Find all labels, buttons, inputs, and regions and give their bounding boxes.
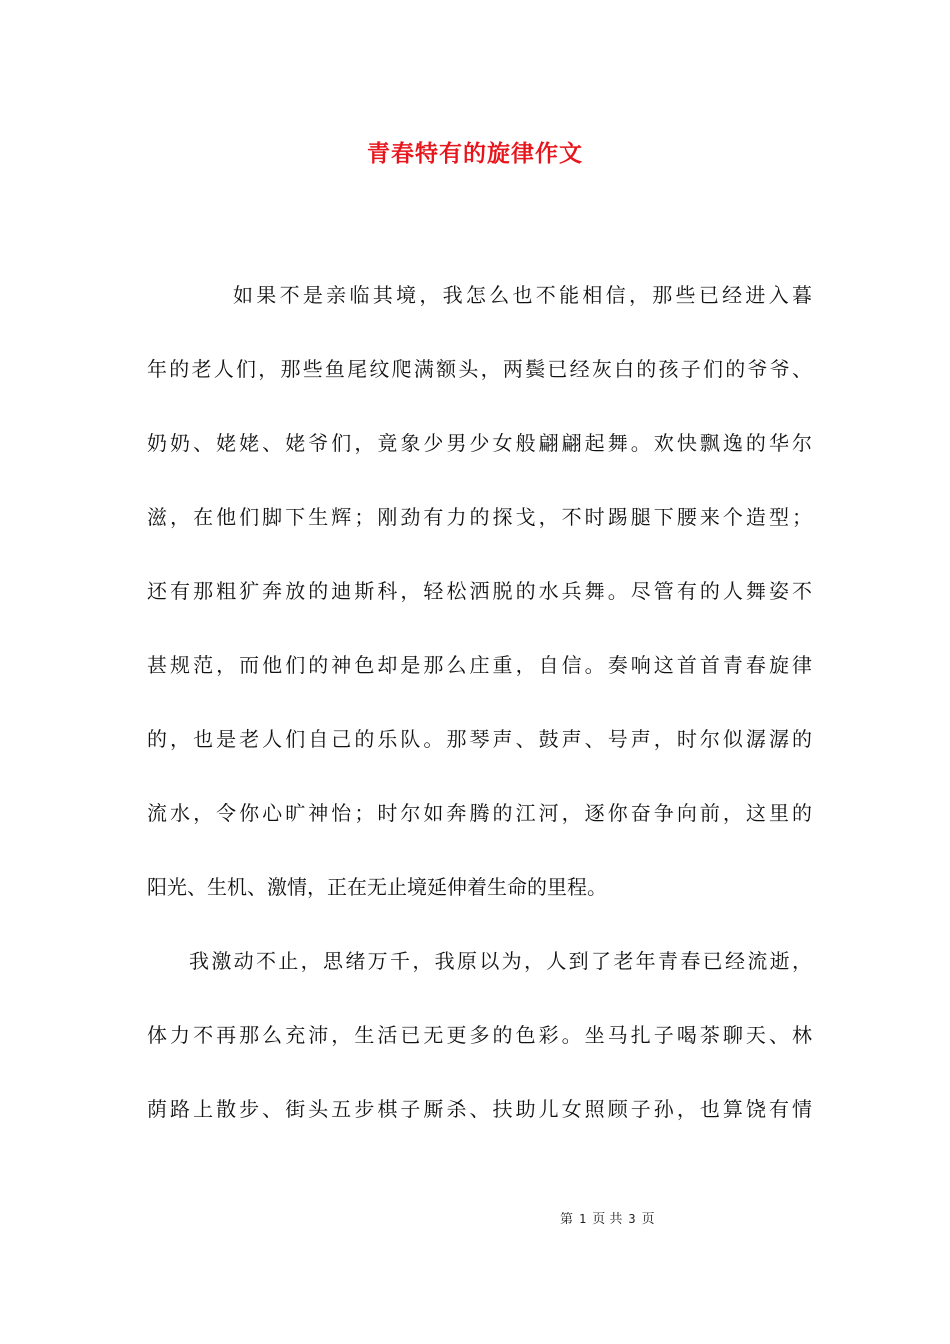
paragraph-line: 奶奶、姥姥、姥爷们，竟象少男少女般翩翩起舞。欢快飘逸的华尔 — [147, 431, 812, 455]
footer-prefix: 第 — [560, 1212, 574, 1227]
document-title: 青春特有的旋律作文 — [367, 140, 583, 167]
paragraph-line: 滋，在他们脚下生辉；刚劲有力的探戈，不时踢腿下腰来个造型； — [147, 505, 812, 529]
paragraph-line: 甚规范，而他们的神色却是那么庄重，自信。奏响这首首青春旋律 — [147, 653, 812, 677]
paragraph-line: 还有那粗犷奔放的迪斯科，轻松洒脱的水兵舞。尽管有的人舞姿不 — [147, 579, 812, 603]
footer-suffix: 页 — [641, 1212, 655, 1227]
paragraph-1 — [147, 258, 812, 924]
paragraph-line: 年的老人们，那些鱼尾纹爬满额头，两鬓已经灰白的孩子们的爷爷、 — [147, 357, 812, 381]
paragraph-line: 荫路上散步、街头五步棋子厮杀、扶助儿女照顾子孙，也算饶有情 — [147, 1097, 812, 1121]
footer-middle: 页 共 — [592, 1212, 623, 1227]
page-footer — [560, 1208, 655, 1227]
paragraph-line: 阳光、生机、激情，正在无止境延伸着生命的里程。 — [147, 875, 607, 899]
footer-total-pages: 3 — [628, 1212, 636, 1226]
paragraph-line: 体力不再那么充沛，生活已无更多的色彩。坐马扎子喝茶聊天、林 — [147, 1023, 812, 1047]
paragraph-line: 流水，令你心旷神怡；时尔如奔腾的江河，逐你奋争向前，这里的 — [147, 801, 812, 825]
footer-page-number: 1 — [579, 1212, 587, 1226]
paragraph-line: 我激动不止，思绪万千，我原以为，人到了老年青春已经流逝， — [189, 949, 812, 973]
paragraph-line: 如果不是亲临其境，我怎么也不能相信，那些已经进入暮 — [233, 283, 812, 307]
paragraph-2 — [147, 924, 812, 1146]
paragraph-line: 的，也是老人们自己的乐队。那琴声、鼓声、号声，时尔似潺潺的 — [147, 727, 812, 751]
